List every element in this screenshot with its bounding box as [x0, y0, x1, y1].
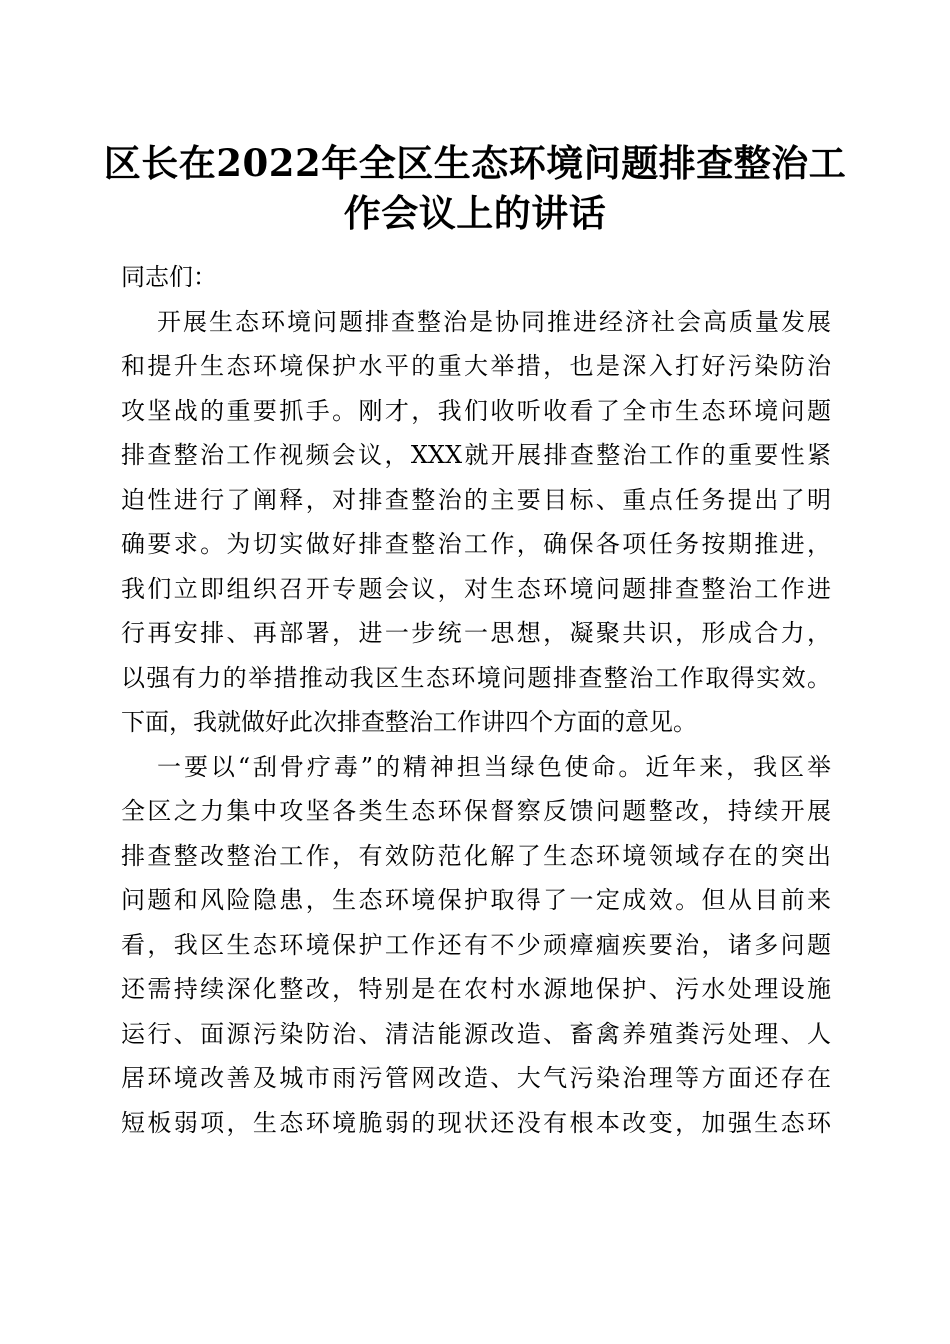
- paragraph-line: 运行、面源污染防治、清洁能源改造、畜禽养殖粪污处理、人: [121, 1019, 831, 1048]
- salutation: 同志们：: [121, 263, 217, 291]
- document-body: [121, 255, 831, 1145]
- title-line-2: 作会议上的讲话: [343, 191, 607, 235]
- document-title: [100, 138, 850, 238]
- paragraph-line: 问题和风险隐患，生态环境保护取得了一定成效。但从目前来: [121, 886, 831, 914]
- paragraph-line: 还需持续深化整改，特别是在农村水源地保护、污水处理设施: [121, 975, 831, 1003]
- paragraph-line: 短板弱项，生态环境脆弱的现状还没有根本改变，加强生态环: [121, 1108, 831, 1137]
- paragraph-line: 一要以“刮骨疗毒”的精神担当绿色使命。近年来，我区举: [157, 752, 831, 781]
- paragraph-2: [121, 745, 831, 1146]
- paragraph-1: [121, 300, 831, 745]
- paragraph-line: 下面，我就做好此次排查整治工作讲四个方面的意见。: [121, 708, 697, 736]
- paragraph-line: 开展生态环境问题排查整治是协同推进经济社会高质量发展: [157, 307, 831, 336]
- paragraph-line: 和提升生态环境保护水平的重大举措，也是深入打好污染防治: [121, 352, 831, 380]
- paragraph-line: 以强有力的举措推动我区生态环境问题排查整治工作取得实效。: [121, 663, 831, 692]
- paragraph-line: 行再安排、再部署，进一步统一思想，凝聚共识，形成合力，: [121, 619, 831, 647]
- paragraph-line: 攻坚战的重要抓手。刚才，我们收听收看了全市生态环境问题: [121, 396, 831, 425]
- paragraph-line: 居环境改善及城市雨污管网改造、大气污染治理等方面还存在: [121, 1064, 831, 1092]
- paragraph-line: 迫性进行了阐释，对排查整治的主要目标、重点任务提出了明: [121, 485, 831, 514]
- paragraph-line: 确要求。为切实做好排查整治工作，确保各项任务按期推进，: [121, 530, 831, 558]
- paragraph-line: 我们立即组织召开专题会议，对生态环境问题排查整治工作进: [121, 574, 831, 603]
- title-line-1: 区长在2022年全区生态环境问题排查整治工: [103, 141, 847, 185]
- paragraph-line: 全区之力集中攻坚各类生态环保督察反馈问题整改，持续开展: [121, 797, 831, 825]
- paragraph-line: 排查整改整治工作，有效防范化解了生态环境领域存在的突出: [121, 841, 831, 870]
- paragraph-line: 排查整治工作视频会议，XXX就开展排查整治工作的重要性紧: [121, 441, 831, 469]
- paragraph-line: 看，我区生态环境保护工作还有不少顽瘴痼疾要治，诸多问题: [121, 930, 831, 959]
